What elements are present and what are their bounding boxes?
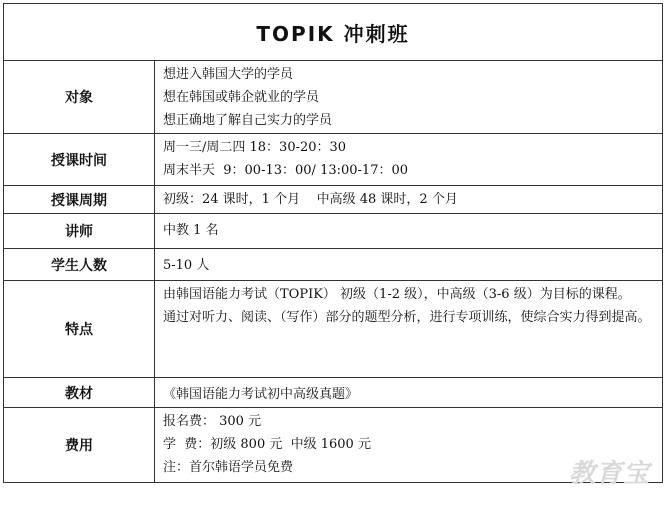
content-line: 想进入韩国大学的学员 bbox=[163, 67, 294, 82]
content-line: 学 费：初级 800 元 中级 1600 元 bbox=[163, 437, 371, 452]
row-label-class-cycle: 授课周期 bbox=[4, 186, 155, 213]
content-line: 《韩国语能力考试初中高级真题》 bbox=[163, 387, 359, 402]
row-class-cycle bbox=[4, 186, 662, 214]
content-line: 周末半天 9：00-13：00/ 13:00-17：00 bbox=[163, 163, 409, 178]
content-line: 想在韩国或韩企就业的学员 bbox=[163, 90, 320, 105]
content-line: 报名费： 300 元 bbox=[163, 414, 262, 429]
row-features bbox=[4, 281, 662, 378]
row-content-class-cycle bbox=[155, 186, 662, 213]
content-line: 中教 1 名 bbox=[163, 223, 219, 238]
row-class-time bbox=[4, 134, 662, 186]
row-target bbox=[4, 61, 662, 134]
watermark-logo: 教育宝 bbox=[568, 459, 650, 489]
table-title: TOPIK 冲刺班 bbox=[4, 4, 662, 61]
row-content-features bbox=[155, 281, 662, 377]
content-line: 通过对听力、阅读、（写作）部分的题型分析，进行专项训练，使综合实力得到提高。 bbox=[163, 310, 651, 325]
row-student-count bbox=[4, 249, 662, 281]
row-label-target: 对象 bbox=[4, 61, 155, 133]
row-content-student-count bbox=[155, 249, 662, 280]
row-label-student-count: 学生人数 bbox=[4, 249, 155, 280]
row-label-fees: 费用 bbox=[4, 408, 155, 482]
content-line: 注：首尔韩语学员免费 bbox=[163, 460, 294, 475]
row-label-textbook: 教材 bbox=[4, 378, 155, 407]
content-line: 初级：24 课时，1 个月 中高级 48 课时，2 个月 bbox=[163, 192, 458, 207]
row-textbook bbox=[4, 378, 662, 408]
content-line: 由韩国语能力考试（TOPIK） 初级（1-2 级），中高级（3-6 级）为目标的课程。 bbox=[163, 287, 631, 302]
row-label-features: 特点 bbox=[4, 281, 155, 377]
row-teacher bbox=[4, 214, 662, 249]
row-content-teacher bbox=[155, 214, 662, 248]
content-line: 周一三/周二四 18：30-20：30 bbox=[163, 140, 347, 155]
content-line: 想正确地了解自己实力的学员 bbox=[163, 113, 333, 128]
row-label-class-time: 授课时间 bbox=[4, 134, 155, 185]
row-label-teacher: 讲师 bbox=[4, 214, 155, 248]
row-content-target bbox=[155, 61, 662, 133]
content-line: 5-10 人 bbox=[163, 258, 210, 273]
row-content-class-time bbox=[155, 134, 662, 185]
row-content-textbook bbox=[155, 378, 662, 407]
row-fees bbox=[4, 408, 662, 482]
course-info-table bbox=[3, 3, 663, 483]
